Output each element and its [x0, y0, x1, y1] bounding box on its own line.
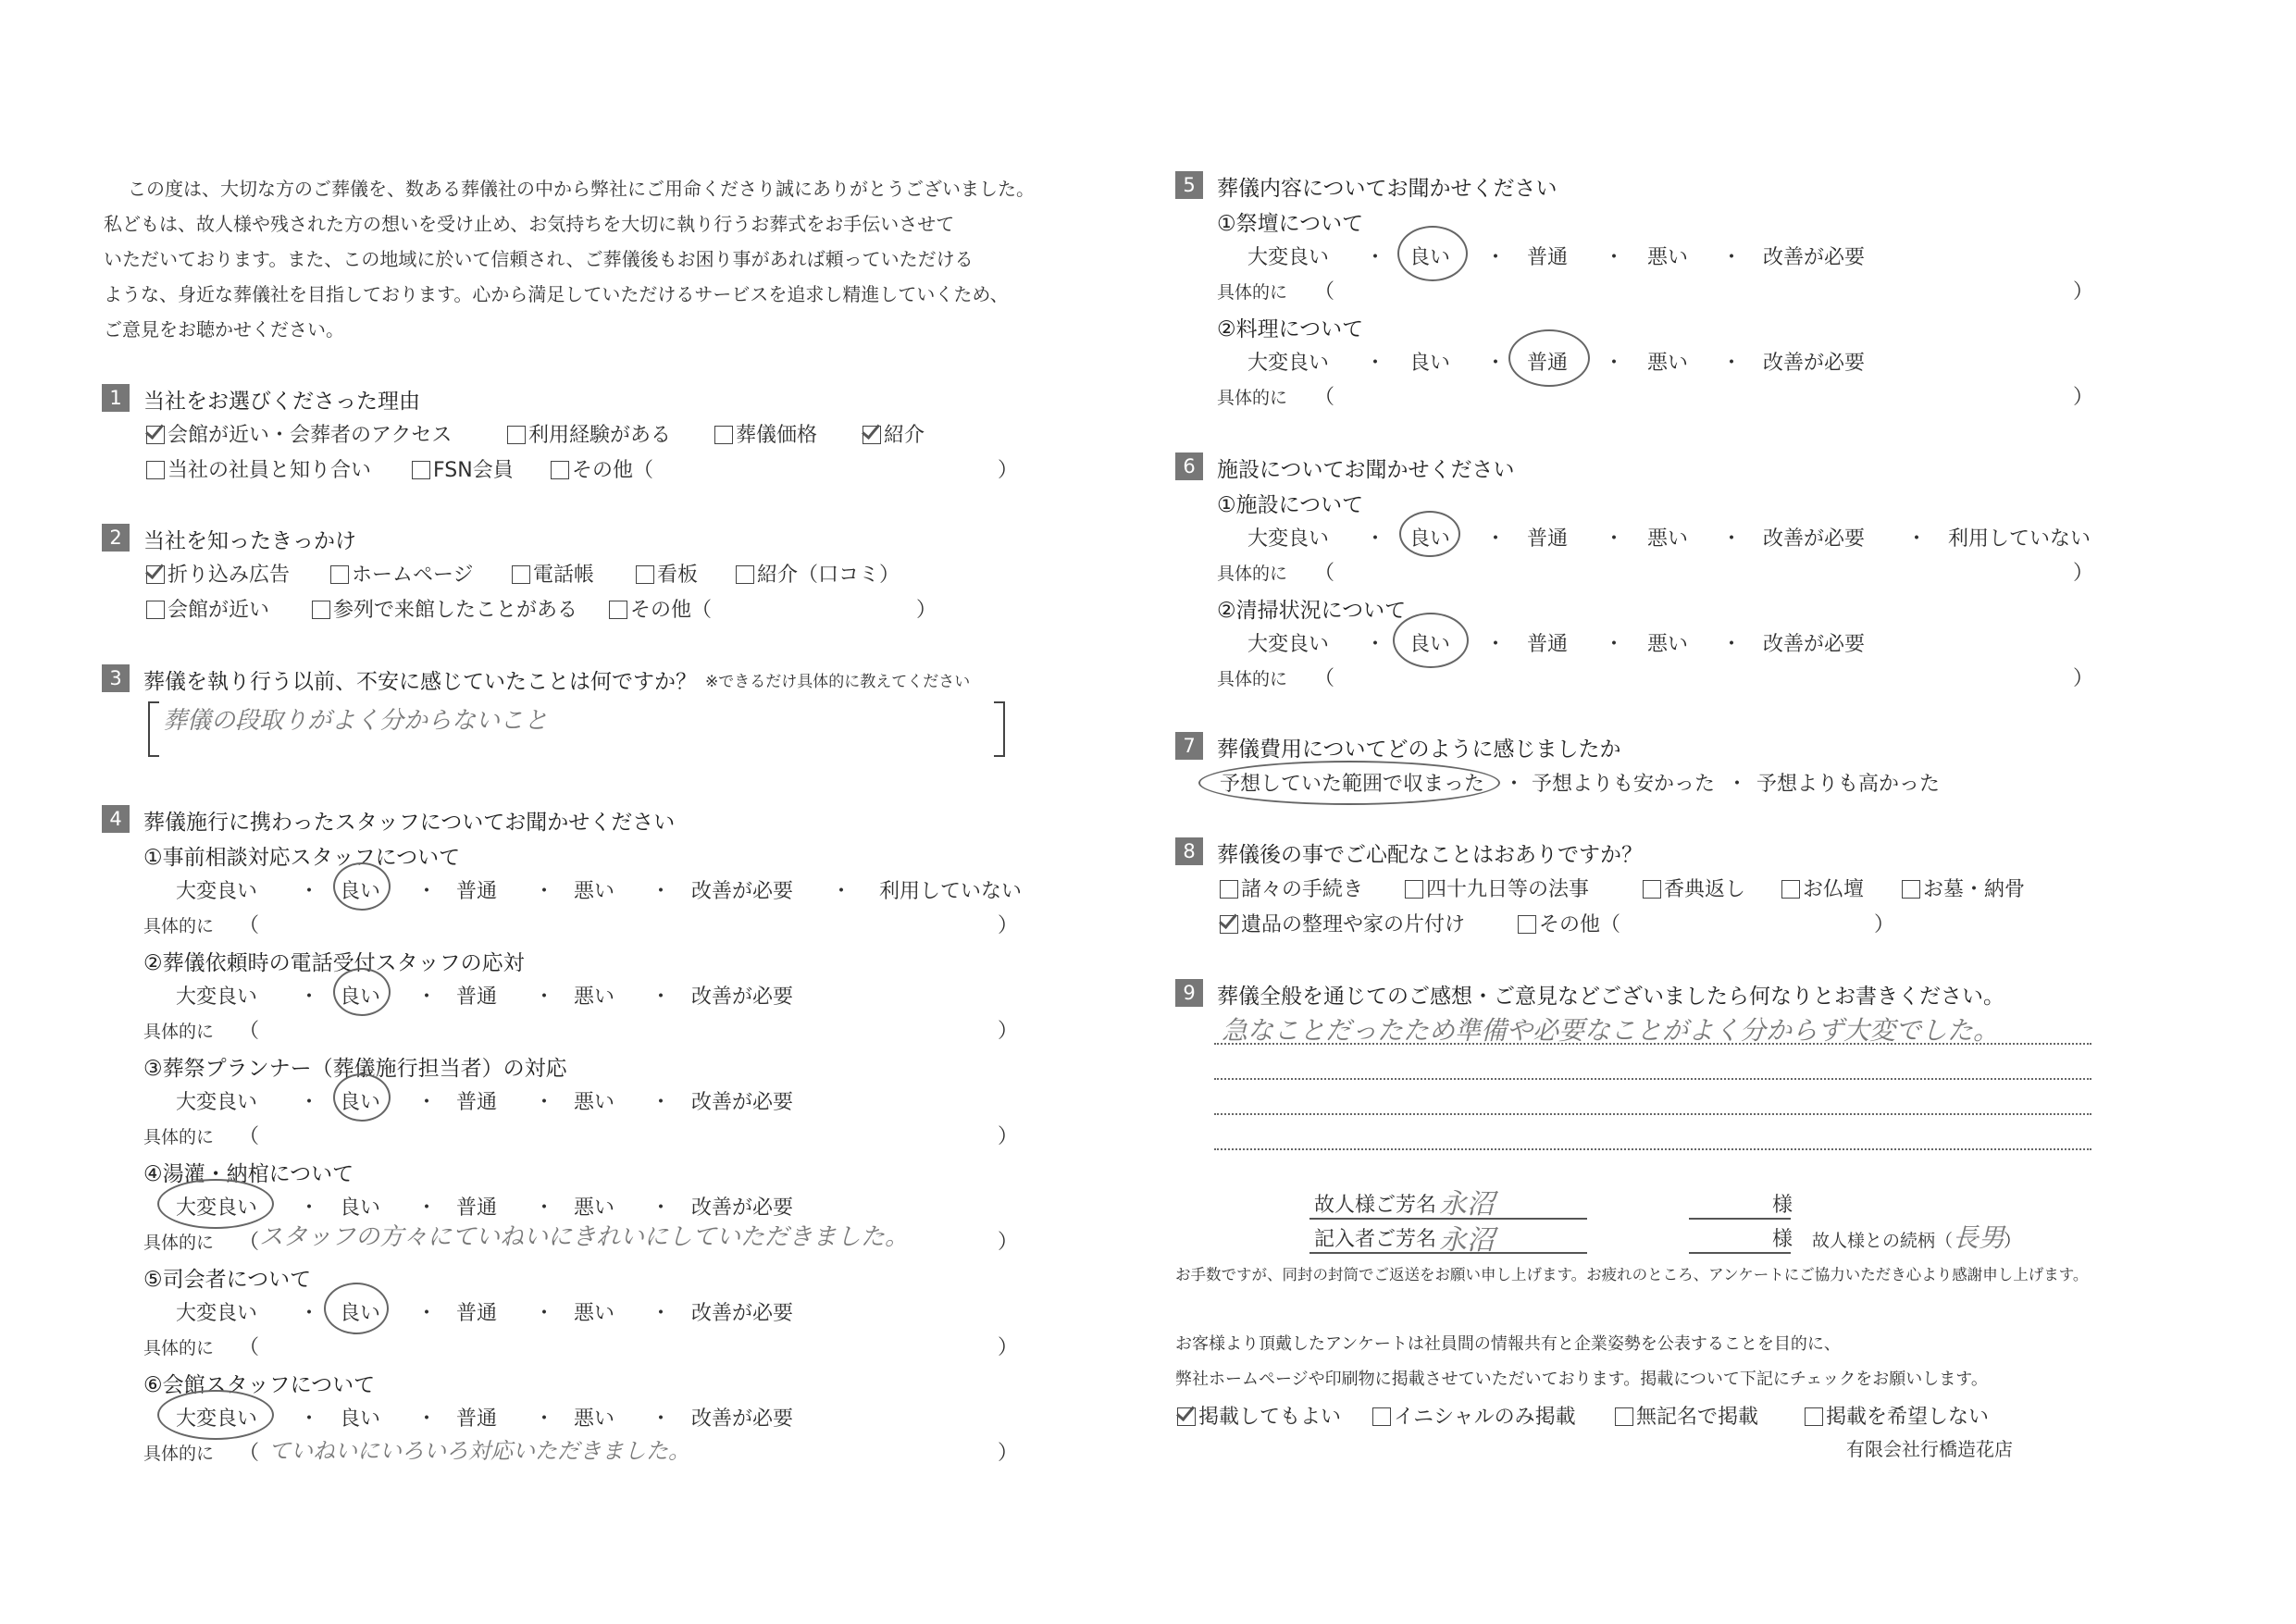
close-paren: ） [998, 1020, 1019, 1043]
rating-yoi[interactable]: 良い [1409, 246, 1451, 269]
close-paren: ） [998, 914, 1019, 937]
rating-kaizen[interactable]: 改善が必要 [691, 1407, 794, 1431]
intro-line: ような、身近な葬儀社を目指しております。心から満足していただけるサービスを追求し精進していくため、 [104, 283, 1009, 305]
rating-taihen-yoi[interactable]: 大変良い [1247, 246, 1330, 269]
company-name: 有限会社行橋造花店 [1846, 1438, 2013, 1460]
deceased-name-value[interactable]: 永沼 [1439, 1188, 1495, 1221]
separator-dot: ・ [1721, 633, 1743, 656]
checkbox[interactable] [507, 426, 526, 444]
option-houji[interactable]: 四十九日等の法事 [1405, 874, 1589, 902]
rating-taihen-yoi[interactable]: 大変良い [176, 880, 258, 903]
selection-circle [1399, 511, 1460, 557]
open-paren: （ [239, 1125, 260, 1148]
checkbox-checked[interactable] [146, 426, 165, 444]
separator-dot: ・ [1721, 527, 1743, 551]
rating-yoi[interactable]: 良い [1409, 352, 1451, 375]
sama-label: 様 [1772, 1194, 1793, 1217]
open-paren: （ [1314, 386, 1335, 409]
question-title: 葬儀内容についてお聞かせください [1217, 177, 1558, 201]
rating-kaizen[interactable]: 改善が必要 [1763, 633, 1866, 656]
rating-yoi[interactable]: 良い [1409, 633, 1451, 656]
separator-dot: ・ [299, 1196, 320, 1220]
separator-dot: ・ [299, 986, 320, 1009]
close-paren: ） [916, 599, 937, 622]
rating-kaizen[interactable]: 改善が必要 [1763, 352, 1866, 375]
separator-dot: ・ [831, 880, 852, 903]
separator-dot: ・ [416, 1196, 438, 1220]
rating-warui[interactable]: 悪い [574, 880, 615, 903]
separator-dot: ・ [1365, 633, 1386, 656]
rating-kaizen[interactable]: 改善が必要 [691, 880, 794, 903]
rating-yoi[interactable]: 良い [340, 880, 381, 903]
option-kaikan-access[interactable]: 会館が近い・会葬者のアクセス [146, 419, 452, 448]
separator-dot: ・ [1485, 352, 1507, 375]
open-paren: （ [239, 1231, 260, 1254]
sub-question-label: ⑤司会者について [143, 1268, 312, 1292]
rating-futsuu[interactable]: 普通 [456, 1407, 498, 1431]
sub-question-label: ①施設について [1217, 493, 1364, 517]
checkbox-checked[interactable] [1177, 1407, 1196, 1426]
relation-value[interactable]: 長男 [1953, 1222, 2005, 1253]
option-shoukai[interactable]: 紹介 [863, 419, 925, 448]
publish-ok[interactable]: 掲載してもよい [1177, 1401, 1341, 1430]
handwritten-comment[interactable]: ていねいにいろいろ対応いただきました。 [268, 1438, 690, 1464]
intro-line: いただいております。また、この地域に於いて信頼され、ご葬儀後もお困り事があれば頼っていただける [104, 248, 974, 270]
option-denwachou[interactable]: 電話帳 [512, 559, 594, 588]
publish-decline[interactable]: 掲載を希望しない [1805, 1401, 1989, 1430]
separator-dot: ・ [1365, 246, 1386, 269]
checkbox[interactable] [1781, 880, 1800, 899]
rating-kaizen[interactable]: 改善が必要 [1763, 246, 1866, 269]
separator-dot: ・ [299, 880, 320, 903]
checkbox-checked[interactable] [146, 565, 165, 584]
option-riyou-keiken[interactable]: 利用経験がある [507, 419, 671, 448]
rating-taihen-yoi[interactable]: 大変良い [1247, 633, 1330, 656]
separator-dot: ・ [416, 1302, 438, 1325]
checkbox[interactable] [1518, 915, 1536, 934]
close-paren: ） [2073, 562, 2094, 585]
open-paren: （ [1314, 562, 1335, 585]
answer-line [1214, 1113, 2091, 1115]
checkbox[interactable] [1615, 1407, 1633, 1426]
checkbox-checked[interactable] [1220, 915, 1238, 934]
question-note: ※できるだけ具体的に教えてください [705, 673, 971, 691]
separator-dot: ・ [534, 1196, 555, 1220]
sub-question-label: ④湯灌・納棺について [143, 1162, 354, 1186]
question-title: 葬儀を執り行う以前、不安に感じていたことは何ですか？ [143, 670, 697, 694]
selection-circle [1393, 613, 1469, 668]
sub-question-label: ①事前相談対応スタッフについて [143, 846, 461, 870]
question-title: 施設についてお聞かせください [1217, 458, 1515, 482]
answer-line [1214, 1148, 2091, 1150]
relation-close: ） [2004, 1231, 2022, 1251]
sub-question-label: ②料理について [1217, 317, 1364, 341]
rating-warui[interactable]: 悪い [574, 986, 615, 1009]
separator-dot: ・ [1604, 352, 1625, 375]
rating-taihen-yoi[interactable]: 大変良い [176, 1196, 258, 1220]
question-number: 5 [1175, 171, 1203, 199]
intro-line: 私どもは、故人様や残された方の想いを受け止め、お気持ちを大切に執り行うお葬式をお手伝いさせて [104, 213, 955, 235]
publish-initial[interactable]: イニシャルのみ掲載 [1372, 1401, 1576, 1430]
question-number: 6 [1175, 452, 1203, 480]
handwritten-comment[interactable]: スタッフの方々にていねいにきれいにしていただきました。 [259, 1223, 910, 1251]
rating-warui[interactable]: 悪い [574, 1302, 615, 1325]
rating-futsuu[interactable]: 普通 [1527, 527, 1569, 551]
rating-yoi[interactable]: 良い [340, 986, 381, 1009]
separator-dot: ・ [651, 880, 672, 903]
question-number: 1 [102, 384, 130, 412]
close-paren: ） [2073, 386, 2094, 409]
separator-dot: ・ [651, 1407, 672, 1431]
question-title: 葬儀費用についてどのように感じましたか [1217, 738, 1621, 762]
sub-question-label: ③葬祭プランナー（葬儀施行担当者）の対応 [143, 1057, 567, 1081]
option-tetsuzuki[interactable]: 諸々の手続き [1220, 874, 1363, 902]
sub-question-label: ⑥会館スタッフについて [143, 1373, 376, 1397]
close-paren: ） [2073, 280, 2094, 304]
selection-circle [324, 1283, 389, 1334]
open-paren: （ [239, 1336, 260, 1359]
selection-circle [1508, 329, 1590, 387]
selection-circle [1397, 226, 1468, 281]
detail-label: 具体的に [1217, 282, 1288, 303]
rating-riyou-nashi[interactable]: 利用していない [879, 880, 1023, 903]
selection-circle [157, 1390, 274, 1440]
separator-dot: ・ [1485, 246, 1507, 269]
sub-question-label: ②葬儀依頼時の電話受付スタッフの応対 [143, 951, 525, 975]
checkbox[interactable] [146, 461, 165, 479]
question-title: 当社を知ったきっかけ [143, 529, 356, 553]
checkbox[interactable] [609, 601, 627, 619]
rating-riyou-nashi[interactable]: 利用していない [1948, 527, 2091, 551]
sub-question-label: ②清掃状況について [1217, 599, 1407, 623]
rating-kaizen[interactable]: 改善が必要 [1763, 527, 1866, 551]
option-kaikan-chikai[interactable]: 会館が近い [146, 594, 269, 623]
open-paren: （ [1314, 280, 1335, 304]
rating-warui[interactable]: 悪い [574, 1407, 615, 1431]
question-title: 葬儀後の事でご心配なことはおありですか？ [1217, 843, 1643, 867]
question-number: 2 [102, 524, 130, 552]
writer-name-label: 記入者ご芳名 [1314, 1228, 1437, 1251]
rating-futsuu[interactable]: 普通 [456, 1196, 498, 1220]
rating-warui[interactable]: 悪い [1647, 246, 1689, 269]
option-homepage[interactable]: ホームページ [330, 559, 474, 588]
rating-futsuu[interactable]: 普通 [456, 1302, 498, 1325]
option-ohaka[interactable]: お墓・納骨 [1902, 874, 2025, 902]
bracket-left [148, 701, 159, 757]
intro-line: この度は、大切な方のご葬儀を、数ある葬儀社の中から弊社にご用命くださり誠にありがとうございました。 [128, 178, 1035, 200]
rating-yoi[interactable]: 良い [340, 1196, 381, 1220]
question-number: 8 [1175, 837, 1203, 865]
rating-futsuu[interactable]: 普通 [1527, 352, 1569, 375]
separator-dot: ・ [1727, 773, 1748, 796]
rating-taihen-yoi[interactable]: 大変良い [176, 1407, 258, 1431]
question-number: 3 [102, 664, 130, 692]
separator-dot: ・ [1365, 352, 1386, 375]
separator-dot: ・ [651, 1196, 672, 1220]
sub-question-label: ①祭壇について [1217, 212, 1364, 236]
rating-taihen-yoi[interactable]: 大変良い [176, 1091, 258, 1114]
checkbox[interactable] [1405, 880, 1423, 899]
option-yasukatta[interactable]: 予想よりも安かった [1532, 773, 1716, 796]
rating-yoi[interactable]: 良い [340, 1302, 381, 1325]
sama-label: 様 [1772, 1228, 1793, 1251]
rating-taihen-yoi[interactable]: 大変良い [176, 986, 258, 1009]
separator-dot: ・ [1604, 633, 1625, 656]
option-kuchikomi[interactable]: 紹介（口コミ） [736, 559, 900, 588]
checkbox[interactable] [736, 565, 754, 584]
separator-dot: ・ [534, 880, 555, 903]
selection-circle [333, 968, 391, 1016]
rating-yoi[interactable]: 良い [340, 1407, 381, 1431]
separator-dot: ・ [299, 1407, 320, 1431]
checkbox[interactable] [636, 565, 654, 584]
deceased-name-label: 故人様ご芳名 [1314, 1194, 1437, 1217]
close-paren: ） [998, 1231, 1019, 1254]
rating-warui[interactable]: 悪い [574, 1091, 615, 1114]
close-paren: ） [998, 1125, 1019, 1148]
return-note: お手数ですが、同封の封筒でご返送をお願い申し上げます。お疲れのところ、アンケートにご協力いただき心より感謝申し上げます。 [1175, 1266, 2089, 1283]
option-butsudan[interactable]: お仏壇 [1781, 874, 1864, 902]
separator-dot: ・ [1604, 527, 1625, 551]
detail-label: 具体的に [143, 1338, 215, 1358]
option-sonota[interactable]: その他（ [1518, 909, 1620, 937]
separator-dot: ・ [534, 986, 555, 1009]
separator-dot: ・ [651, 1091, 672, 1114]
option-kanban[interactable]: 看板 [636, 559, 698, 588]
question-number: 4 [102, 805, 130, 833]
name-underline [1689, 1252, 1791, 1254]
rating-taihen-yoi[interactable]: 大変良い [176, 1302, 258, 1325]
checkbox[interactable] [312, 601, 330, 619]
checkbox[interactable] [551, 461, 569, 479]
separator-dot: ・ [651, 1302, 672, 1325]
rating-taihen-yoi[interactable]: 大変良い [1247, 352, 1330, 375]
option-hani-nai[interactable]: 予想していた範囲で収まった [1220, 773, 1485, 796]
checkbox[interactable] [330, 565, 349, 584]
close-paren: ） [998, 1442, 1019, 1465]
selection-circle [333, 862, 391, 911]
checkbox[interactable] [512, 565, 530, 584]
relation-label: 故人様との続柄（ [1812, 1231, 1954, 1251]
close-paren: ） [2073, 667, 2094, 690]
checkbox[interactable] [714, 426, 733, 444]
answer-line [1214, 1078, 2091, 1080]
option-takakatta[interactable]: 予想よりも高かった [1756, 773, 1941, 796]
question-title: 当社をお選びくださった理由 [143, 390, 420, 414]
checkbox[interactable] [1372, 1407, 1391, 1426]
detail-label: 具体的に [1217, 669, 1288, 689]
detail-label: 具体的に [143, 1233, 215, 1253]
intro-line: ご意見をお聴かせください。 [104, 318, 344, 341]
open-paren: （ [239, 1020, 260, 1043]
separator-dot: ・ [1604, 246, 1625, 269]
rating-futsuu[interactable]: 普通 [456, 1091, 498, 1114]
separator-dot: ・ [1485, 633, 1507, 656]
option-orikomi[interactable]: 折り込み広告 [146, 559, 290, 588]
detail-label: 具体的に [143, 1022, 215, 1042]
close-paren: ） [998, 1336, 1019, 1359]
detail-label: 具体的に [143, 1444, 215, 1464]
rating-kaizen[interactable]: 改善が必要 [691, 1091, 794, 1114]
separator-dot: ・ [299, 1302, 320, 1325]
rating-warui[interactable]: 悪い [574, 1196, 615, 1220]
checkbox[interactable] [1220, 880, 1238, 899]
option-ihin-seiri[interactable]: 遺品の整理や家の片付け [1220, 909, 1465, 937]
open-paren: （ [239, 1442, 260, 1465]
rating-futsuu[interactable]: 普通 [456, 880, 498, 903]
option-kouden[interactable]: 香典返し [1643, 874, 1745, 902]
separator-dot: ・ [1721, 352, 1743, 375]
option-shain-shiriai[interactable]: 当社の社員と知り合い [146, 454, 371, 483]
purpose-line-2: 弊社ホームページや印刷物に掲載させていただいております。掲載について下記にチェックをお願いします。 [1175, 1370, 1988, 1389]
rating-warui[interactable]: 悪い [1647, 352, 1689, 375]
selection-circle [157, 1179, 274, 1229]
name-underline [1689, 1218, 1791, 1220]
question-title: 葬儀全般を通じてのご感想・ご意見などございましたら何なりとお書きください。 [1217, 985, 2004, 1009]
question-number: 7 [1175, 732, 1203, 760]
question-title: 葬儀施行に携わったスタッフについてお聞かせください [143, 811, 676, 835]
close-paren: ） [998, 459, 1019, 482]
rating-yoi[interactable]: 良い [1409, 527, 1451, 551]
rating-futsuu[interactable]: 普通 [1527, 246, 1569, 269]
checkbox-checked[interactable] [863, 426, 881, 444]
answer-line [1214, 1043, 2091, 1045]
checkbox[interactable] [1902, 880, 1920, 899]
rating-yoi[interactable]: 良い [340, 1091, 381, 1114]
selection-circle [1198, 761, 1500, 805]
separator-dot: ・ [1906, 527, 1928, 551]
close-paren: ） [1874, 913, 1895, 936]
name-underline [1309, 1252, 1587, 1254]
separator-dot: ・ [416, 1407, 438, 1431]
rating-futsuu[interactable]: 普通 [456, 986, 498, 1009]
open-paren: （ [1314, 667, 1335, 690]
option-sougi-kakaku[interactable]: 葬儀価格 [714, 419, 817, 448]
option-sonota[interactable]: その他（ [551, 454, 653, 483]
separator-dot: ・ [416, 1091, 438, 1114]
detail-label: 具体的に [1217, 564, 1288, 584]
separator-dot: ・ [299, 1091, 320, 1114]
writer-name-value[interactable]: 永沼 [1439, 1224, 1495, 1257]
separator-dot: ・ [416, 986, 438, 1009]
rating-warui[interactable]: 悪い [1647, 633, 1689, 656]
rating-futsuu[interactable]: 普通 [1527, 633, 1569, 656]
purpose-line-1: お客様より頂戴したアンケートは社員間の情報共有と企業姿勢を公表することを目的に、 [1175, 1334, 1841, 1354]
option-sanretsu[interactable]: 参列で来館したことがある [312, 594, 577, 623]
rating-warui[interactable]: 悪い [1647, 527, 1689, 551]
separator-dot: ・ [534, 1091, 555, 1114]
option-fsn[interactable]: FSN会員 [412, 454, 514, 483]
separator-dot: ・ [534, 1407, 555, 1431]
handwritten-answer[interactable]: 急なことだったため準備や必要なことがよく分からず大変でした。 [1222, 1015, 2000, 1046]
publish-anonymous[interactable]: 無記名で掲載 [1615, 1401, 1758, 1430]
checkbox[interactable] [146, 601, 165, 619]
handwritten-answer[interactable]: 葬儀の段取りがよく分からないこと [163, 707, 549, 735]
separator-dot: ・ [416, 880, 438, 903]
separator-dot: ・ [1721, 246, 1743, 269]
question-number: 9 [1175, 979, 1203, 1007]
checkbox[interactable] [1805, 1407, 1823, 1426]
checkbox[interactable] [1643, 880, 1661, 899]
separator-dot: ・ [1504, 773, 1525, 796]
rating-taihen-yoi[interactable]: 大変良い [1247, 527, 1330, 551]
separator-dot: ・ [534, 1302, 555, 1325]
detail-label: 具体的に [143, 1127, 215, 1147]
bracket-right [994, 701, 1005, 757]
rating-kaizen[interactable]: 改善が必要 [691, 1302, 794, 1325]
rating-kaizen[interactable]: 改善が必要 [691, 986, 794, 1009]
option-sonota[interactable]: その他（ [609, 594, 712, 623]
checkbox[interactable] [412, 461, 430, 479]
open-paren: （ [239, 914, 260, 937]
rating-kaizen[interactable]: 改善が必要 [691, 1196, 794, 1220]
detail-label: 具体的に [1217, 388, 1288, 408]
separator-dot: ・ [1365, 527, 1386, 551]
selection-circle [333, 1073, 391, 1122]
separator-dot: ・ [1485, 527, 1507, 551]
detail-label: 具体的に [143, 916, 215, 936]
separator-dot: ・ [651, 986, 672, 1009]
